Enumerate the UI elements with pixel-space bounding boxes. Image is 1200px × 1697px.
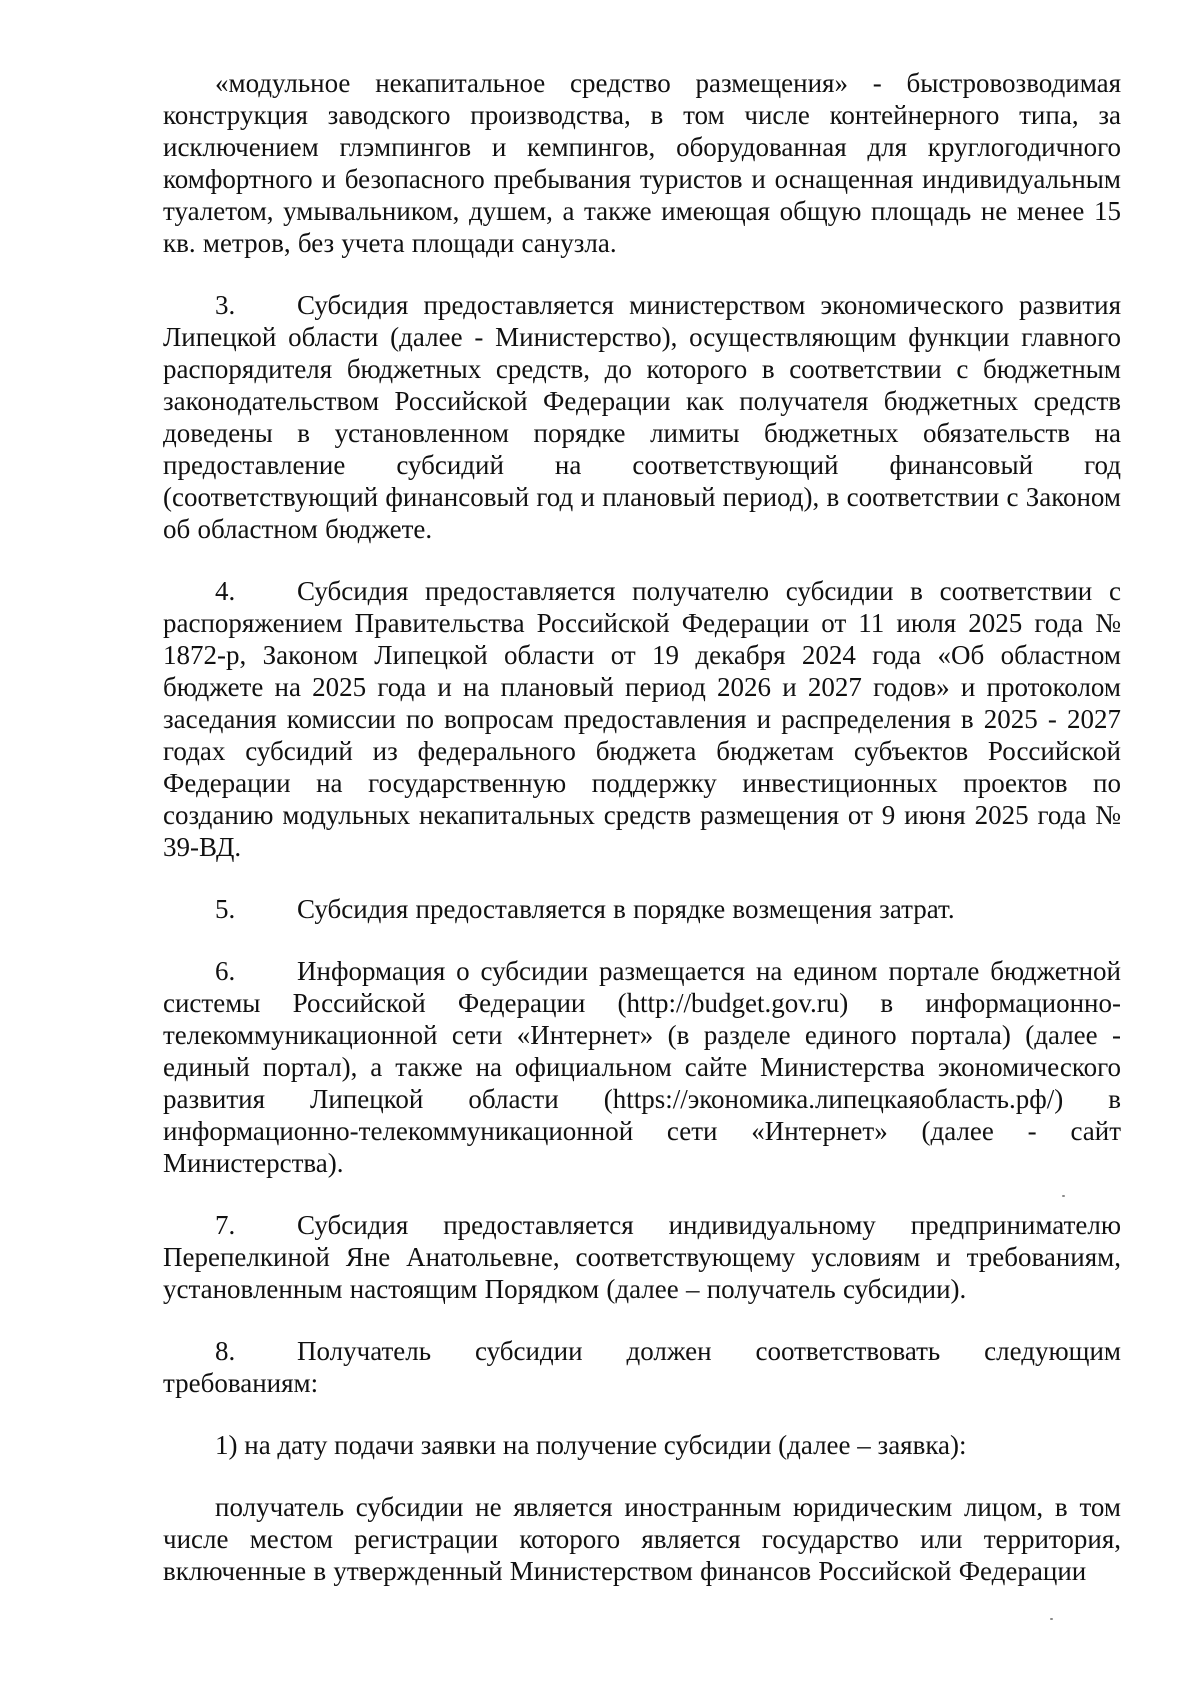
paragraph-item-4 [163,575,1121,863]
item-number: 4. [215,576,236,606]
paragraph-item-3 [163,289,1121,545]
subitem-1: 1) на дату подачи заявки на получение субсидии (далее – заявка): [215,1430,967,1460]
document-body [163,67,1121,1617]
item-text: Субсидия предоставляется индивидуальному предпринимателю Перепелкиной Яне Анатольевне, соответствующему условиям и требованиям, установленным настоящим Порядком (далее – получатель субсидии). [163,1210,1121,1304]
item-number: 5. [215,894,236,924]
paragraph-item-6 [163,955,1121,1179]
ministry-site-link[interactable]: (https://экономика.липецкаяобласть.рф/) [603,1084,1064,1114]
item-text: Субсидия предоставляется в порядке возмещения затрат. [297,894,955,924]
item-number: 7. [215,1210,236,1240]
item-text: Субсидия предоставляется получателю субсидии в соответствии с распоряжением Правительства Российской Федерации от 11 июля 2025 года № 1872-р, Законом Липецкой области от 19 декабря 2024 года «Об областном бюджете на 2025 года и на плановый период 2026 и 2027 годов» и протоколом заседания комиссии по вопросам предоставления и распределения в 2025 - 2027 годах субсидий из федерального бюджета бюджетам субъектов Российской Федерации на государственную поддержку инвестиционных проектов по созданию модульных некапитальных средств размещения от 9 июня 2025 года № 39-ВД. [163,576,1121,862]
scan-speck [1050,1618,1053,1620]
scan-speck [1062,1195,1065,1197]
paragraph-item-8 [163,1335,1121,1399]
item-number: 8. [215,1336,236,1366]
item-number: 3. [215,290,236,320]
item-text: Получатель субсидии должен соответствовать следующим требованиям: [163,1336,1121,1398]
paragraph-item-7 [163,1209,1121,1305]
paragraph-definition-modular: «модульное некапитальное средство размещения» - быстровозводимая конструкция заводского производства, в том числе контейнерного типа, за исключением глэмпингов и кемпингов, оборудованная для круглогодичного комфортного и безопасного пребывания туристов и оснащенная индивидуальным туалетом, умывальником, душем, а также имеющая общую площадь не менее 15 кв. метров, без учета площади санузла. [163,68,1121,258]
item-text-continued: в информационно-телекоммуникационной сети «Интернет» (далее - сайт Министерства). [163,1084,1122,1178]
paragraph-item-5 [163,893,1121,925]
item-text: Информация о субсидии размещается на едином портале бюджетной системы Российской Федерации (http://budget.gov.ru) в информационно-телекоммуникационной сети «Интернет» (в разделе единого портала) (далее - единый портал), а также на официальном сайте Министерства экономического развития Липецкой области [163,956,1121,1114]
paragraph-requirement-foreign: получатель субсидии не является иностранным юридическим лицом, в том числе местом регистрации которого является государство или территория, включенные в утвержденный Министерством финансов Российской Федерации [163,1492,1121,1586]
item-text: Субсидия предоставляется министерством экономического развития Липецкой области (далее - Министерство), осуществляющим функции главного распорядителя бюджетных средств, до которого в соответствии с бюджетным законодательством Российской Федерации как получателя бюджетных средств доведены в установленном порядке лимиты бюджетных обязательств на предоставление субсидий на соответствующий финансовый год (соответствующий финансовый год и плановый период), в соответствии с Законом об областном бюджете. [163,290,1121,544]
item-number: 6. [215,956,236,986]
